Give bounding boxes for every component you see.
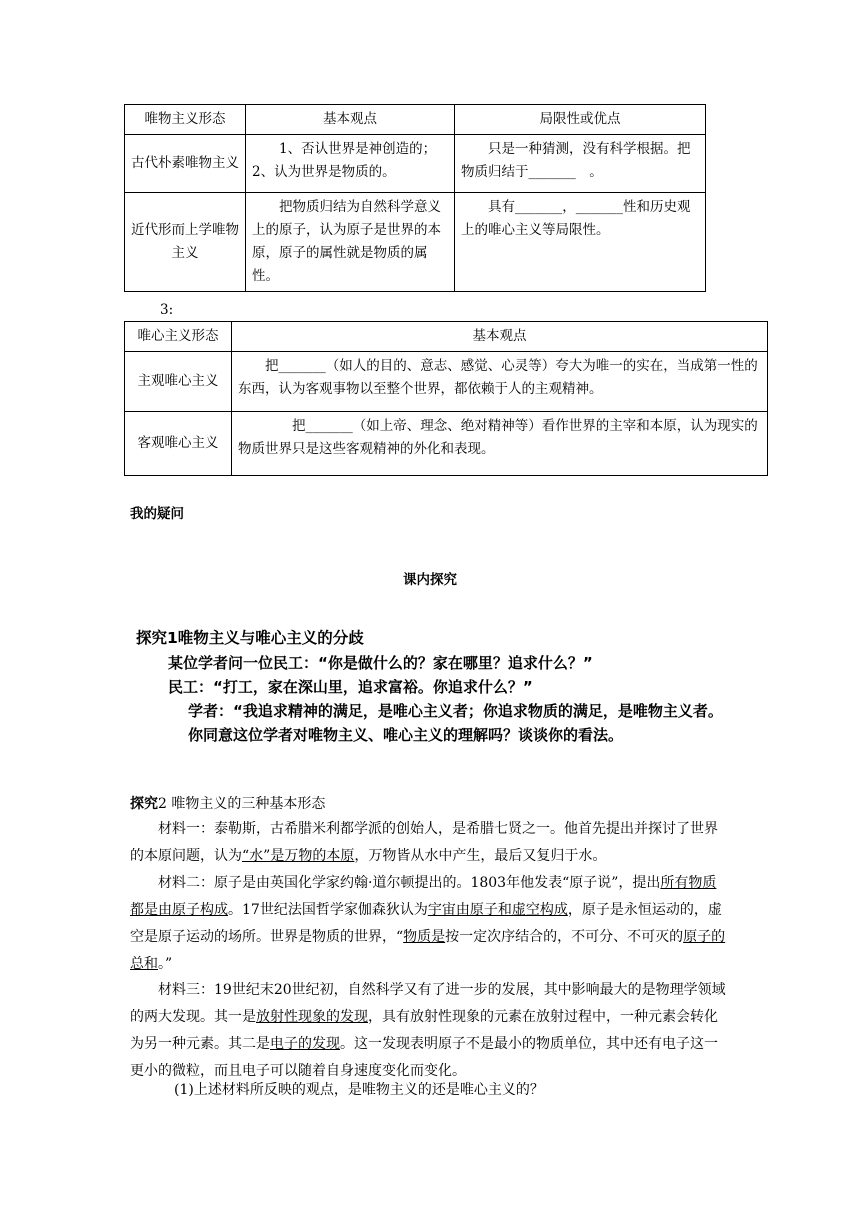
- underlined-text: 物质是: [403, 929, 446, 945]
- text: 材料二：原子是由英国化学家约翰·道尔顿提出的。1803年他发表“原子说”，提出: [158, 875, 661, 891]
- explore2-title: [130, 793, 325, 813]
- text: 材料一：泰勒斯，古希腊米利都学派的创始人，是希腊七贤之一。他首先提出并探讨了世界的本原问题，认为: [130, 821, 718, 864]
- section-title: 课内探究: [403, 572, 457, 588]
- table-header-row: [125, 322, 768, 352]
- table-header-cell: 基本观点: [246, 105, 455, 135]
- table-row: [125, 352, 768, 412]
- note-cell: 具有_______，_______性和历史观上的唯心主义等局限性。: [455, 193, 706, 292]
- form-name-cell: 主观唯心主义: [125, 352, 232, 412]
- material-3: [130, 977, 728, 1085]
- table-header-row: [125, 105, 706, 135]
- explore2-title-rest: 2 唯物主义的三种基本形态: [158, 796, 326, 812]
- explore1-title: 探究1唯物主义与唯心主义的分歧: [136, 629, 364, 647]
- text: 按一定次序结合的，不可分、不可灭的: [445, 929, 684, 945]
- explore1-line4: 你同意这位学者对唯物主义、唯心主义的理解吗？谈谈你的看法。: [188, 726, 624, 744]
- view-cell: 把_______（如人的目的、意志、感觉、心灵等）夸大为唯一的实在，当成第一性的东西，认为客观事物以至整个世界，都依赖于人的主观精神。: [232, 352, 768, 412]
- table-header-cell: 局限性或优点: [455, 105, 706, 135]
- explore1-line3: 学者：“我追求精神的满足，是唯心主义者；你追求物质的满足，是唯物主义者。: [188, 702, 723, 720]
- question-1: (1)上述材料所反映的观点，是唯物主义的还是唯心主义的？: [174, 1082, 544, 1098]
- table-header-cell: 唯心主义形态: [125, 322, 232, 352]
- material-2: [130, 870, 728, 978]
- view-cell: 把_______（如上帝、理念、绝对精神等）看作世界的主宰和本原，认为现实的物质世界只是这些客观精神的外化和表现。: [232, 412, 768, 476]
- text: ，具有放射性现象的元素在放射过程中，一种元素会转化为另一种元素。其二是: [130, 1009, 718, 1052]
- idealism-forms-table: [124, 321, 768, 476]
- underlined-text: 所有物质都是由原子构成: [130, 875, 717, 918]
- explore2-title-bold: 探究: [130, 796, 158, 812]
- item-number-3: 3:: [160, 302, 174, 318]
- explore1-image: [132, 620, 732, 748]
- table-row: [125, 135, 706, 193]
- my-questions-heading: 我的疑问: [130, 506, 184, 522]
- explore1-line2: 民工：“打工，家在深山里，追求富裕。你追求什么？”: [168, 678, 533, 696]
- table-header-cell: 唯物主义形态: [125, 105, 246, 135]
- form-name-cell: 古代朴素唯物主义: [125, 135, 246, 193]
- text: 。这一发现表明原子不是最小的物质单位，其中还有电子这一更小的微粒，而且电子可以随着自身速度变化而变化。: [130, 1036, 718, 1079]
- text: 。17世纪法国哲学家伽森狄认为: [228, 902, 428, 918]
- underlined-text: 宇宙由原子和虚空构成: [427, 902, 568, 918]
- form-name-cell: 客观唯心主义: [125, 412, 232, 476]
- note-cell: 只是一种猜测，没有科学根据。把物质归结于_______ 。: [455, 135, 706, 193]
- table-header-cell: 基本观点: [232, 322, 768, 352]
- underlined-text: 放射性现象的发现: [256, 1009, 368, 1025]
- materialism-forms-table: [124, 104, 706, 292]
- table-row: [125, 412, 768, 476]
- view-cell: 把物质归结为自然科学意义上的原子，认为原子是世界的本原，原子的属性就是物质的属性。: [246, 193, 455, 292]
- text: ，原子是永恒运动的，虚空是原子运动的场所。世界是物质的世界，“: [130, 902, 722, 945]
- explore1-line1: 某位学者问一位民工：“你是做什么的？家在哪里？追求什么？”: [168, 654, 593, 672]
- underlined-text: “水”是万物的本原: [242, 848, 355, 864]
- form-name-cell: 近代形而上学唯物主义: [125, 193, 246, 292]
- underlined-text: 原子的总和: [130, 929, 726, 972]
- text: 。”: [158, 956, 173, 972]
- table-row: [125, 193, 706, 292]
- underlined-text: 电子的发现: [270, 1036, 340, 1052]
- view-cell: 1、否认世界是神创造的；2、认为世界是物质的。: [246, 135, 455, 193]
- text: ，万物皆从水中产生，最后又复归于水。: [354, 848, 607, 864]
- material-1: [130, 816, 728, 870]
- text: 材料三：19世纪末20世纪初，自然科学又有了进一步的发展，其中影响最大的是物理学领域的两大发现。其一是: [130, 982, 726, 1025]
